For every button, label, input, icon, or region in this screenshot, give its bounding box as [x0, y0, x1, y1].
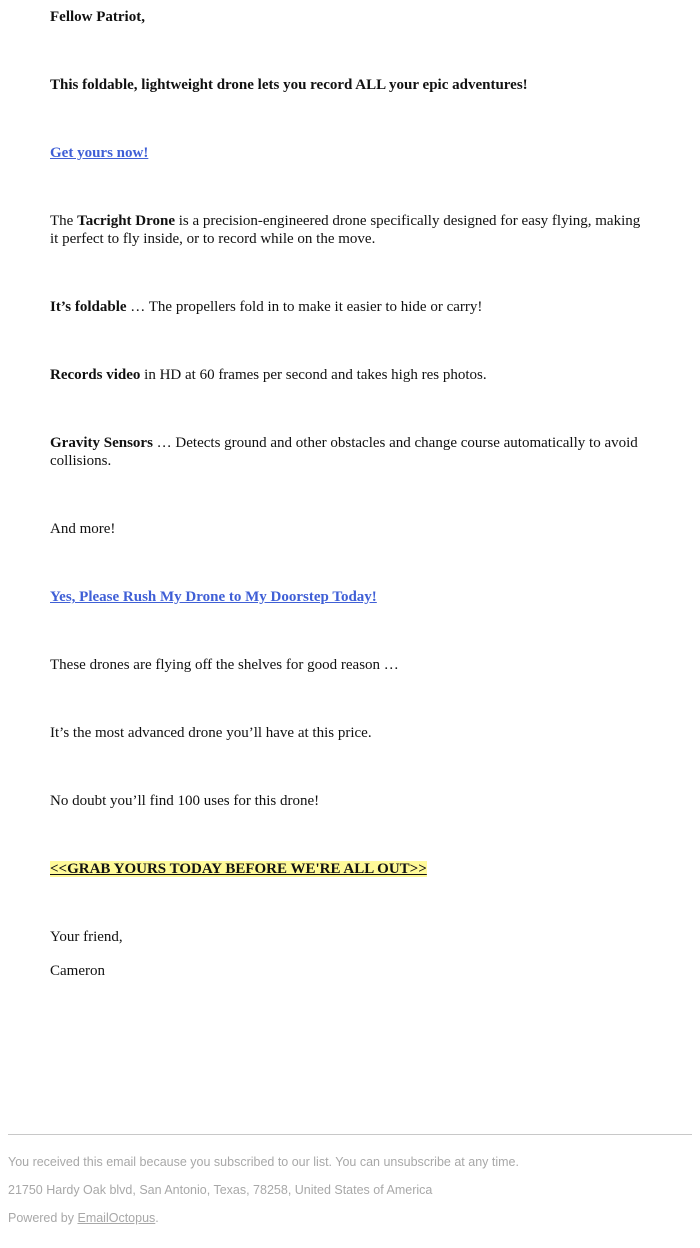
feature-foldable [50, 298, 650, 316]
rush-drone-paragraph [50, 588, 650, 606]
product-name: Tacright Drone [77, 213, 175, 229]
signoff: Your friend, [50, 929, 123, 945]
subscription-notice: You received this email because you subscribed to our list. You can unsubscribe at any time. [8, 1155, 519, 1169]
feature-title: Gravity Sensors [50, 435, 153, 451]
grab-yours-cta-link[interactable]: <<GRAB YOURS TODAY BEFORE WE'RE ALL OUT>> [50, 861, 427, 877]
get-yours-paragraph [50, 144, 650, 162]
powered-by-prefix: Powered by [8, 1211, 78, 1225]
intro-prefix: The [50, 213, 78, 229]
rush-drone-link[interactable]: Yes, Please Rush My Drone to My Doorstep Today! [50, 589, 377, 605]
emailoctopus-link[interactable]: EmailOctopus [77, 1211, 156, 1225]
footer-divider [8, 1134, 692, 1135]
feature-text: in HD at 60 frames per second and takes high res photos. [140, 367, 487, 383]
intro-paragraph [50, 212, 650, 248]
greeting: Fellow Patriot, [50, 9, 145, 25]
cta-paragraph [50, 860, 650, 878]
feature-title: Records video [50, 367, 141, 383]
powered-by-suffix: . [155, 1211, 159, 1225]
feature-gravity-sensors [50, 434, 650, 470]
intro-text: is a precision-engineered drone specifically designed for easy flying, making it perfect to fly inside, or to record while on the move. [50, 213, 641, 247]
signature: Cameron [50, 963, 105, 979]
feature-text: … Detects ground and other obstacles and change course automatically to avoid collisions. [50, 435, 638, 469]
headline: This foldable, lightweight drone lets you record ALL your epic adventures! [50, 77, 528, 93]
powered-by [8, 1210, 159, 1226]
body-line: No doubt you’ll find 100 uses for this drone! [50, 793, 320, 809]
body-line: It’s the most advanced drone you’ll have at this price. [50, 725, 372, 741]
and-more: And more! [50, 521, 116, 537]
footer-address: 21750 Hardy Oak blvd, San Antonio, Texas, 78258, United States of America [8, 1183, 433, 1197]
body-line: These drones are flying off the shelves for good reason … [50, 657, 399, 673]
feature-text: … The propellers fold in to make it easier to hide or carry! [126, 299, 483, 315]
get-yours-link[interactable]: Get yours now! [50, 145, 149, 161]
feature-records-video [50, 366, 650, 384]
feature-title: It’s foldable [50, 299, 127, 315]
